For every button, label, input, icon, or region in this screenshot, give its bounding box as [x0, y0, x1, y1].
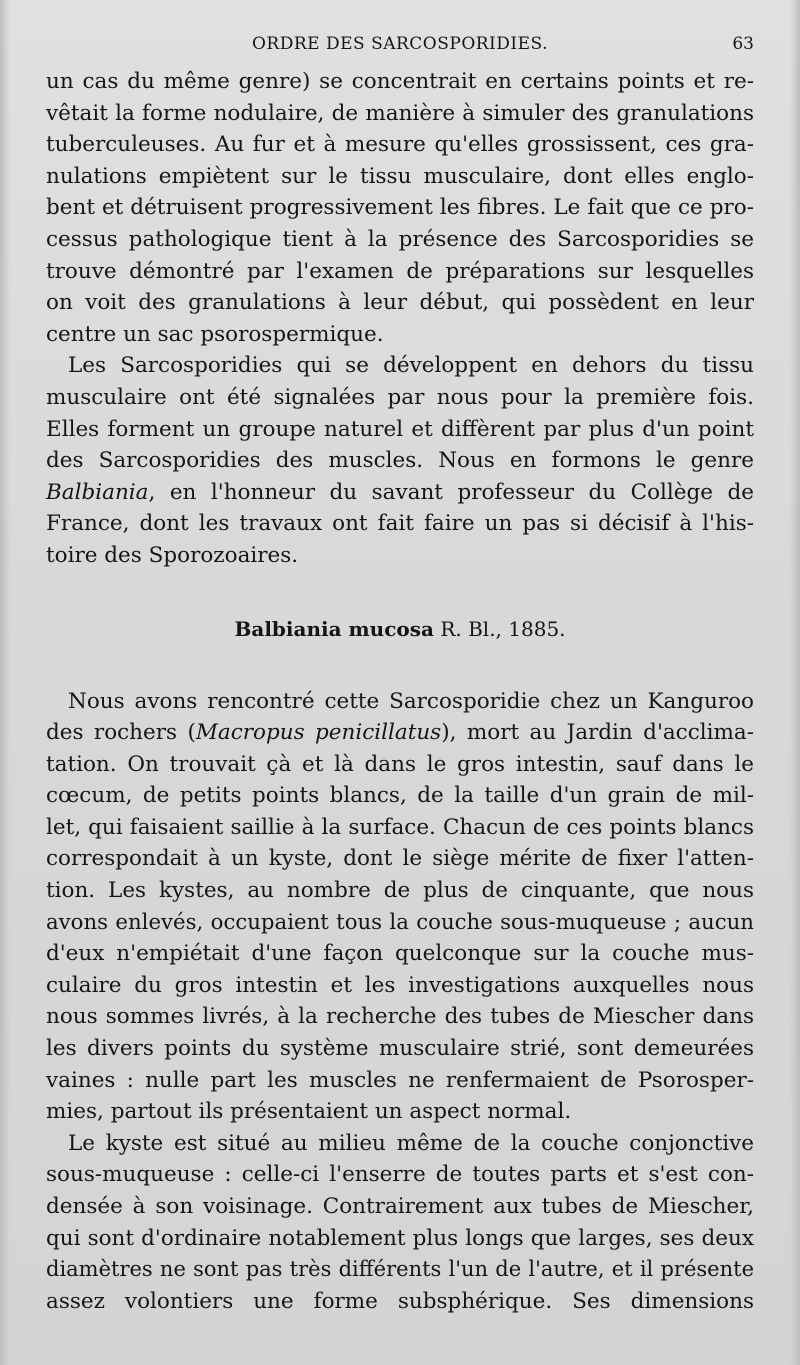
paragraph-kangaroo-observation	[46, 686, 754, 1128]
page-right-shadow	[790, 0, 800, 1365]
text-line: vêtait la forme nodulaire, de manière à simuler des granulations	[46, 100, 754, 126]
text-line: assez volontiers une forme subsphérique. Ses dimensions	[46, 1288, 754, 1314]
running-title: ORDRE DES SARCOSPORIDIES.	[252, 34, 548, 54]
text-line: Les Sarcosporidies qui se développent en dehors du tissu	[68, 353, 754, 379]
text-line: Balbiania, en l'honneur du savant professeur du Collège de	[46, 479, 754, 505]
paragraph-cyst-description	[46, 1128, 754, 1318]
text-line: des Sarcosporidies des muscles. Nous en formons le genre	[46, 448, 754, 474]
text-line: correspondait à un kyste, dont le siège mérite de fixer l'atten-	[46, 846, 754, 872]
text-line: vaines : nulle part les muscles ne renfermaient de Psorosper-	[46, 1067, 754, 1093]
text-line: toire des Sporozoaires.	[46, 542, 299, 568]
text-line: d'eux n'empiétait d'une façon quelconque sur la couche mus-	[46, 941, 754, 967]
text-line: culaire du gros intestin et les investigations auxquelles nous	[46, 972, 754, 998]
text-line: Elles forment un groupe naturel et diffèrent par plus d'un point	[46, 416, 754, 442]
text-line: centre un sac psorospermique.	[46, 321, 384, 347]
text-line: on voit des granulations à leur début, qui possèdent en leur	[46, 290, 754, 316]
text-line: les divers points du système musculaire strié, sont demeurées	[46, 1036, 754, 1062]
section-heading	[46, 616, 754, 642]
page-left-shadow	[0, 0, 10, 1365]
text-line: nulations empiètent sur le tissu musculaire, dont elles englo-	[46, 163, 754, 189]
text-line: trouve démontré par l'examen de préparations sur lesquelles	[46, 258, 754, 284]
text-line: avons enlevés, occupaient tous la couche sous-muqueuse ; aucun	[46, 909, 754, 935]
paragraph-balbiania-genus	[46, 350, 754, 571]
species-name: Balbiania mucosa	[234, 616, 434, 641]
text-line: diamètres ne sont pas très différents l'un de l'autre, et il présente	[46, 1257, 754, 1282]
text-line: un cas du même genre) se concentrait en certains points et re-	[46, 69, 754, 94]
paragraph-continuation	[46, 66, 754, 350]
text-line: Nous avons rencontré cette Sarcosporidie chez un Kanguroo	[68, 688, 754, 714]
text-line: bent et détruisent progressivement les fibres. Le fait que ce pro-	[46, 195, 754, 221]
text-line: let, qui faisaient saillie à la surface. Chacun de ces points blancs	[46, 814, 754, 840]
running-header	[46, 30, 754, 60]
text-line: mies, partout ils présentaient un aspect normal.	[46, 1099, 572, 1125]
species-authority: R. Bl., 1885.	[440, 616, 566, 641]
text-line: cœcum, de petits points blancs, de la taille d'un grain de mil-	[46, 783, 754, 809]
text-line: tion. Les kystes, au nombre de plus de cinquante, que nous	[46, 878, 754, 904]
text-line: qui sont d'ordinaire notablement plus longs que larges, ses deux	[46, 1225, 754, 1251]
text-line: densée à son voisinage. Contrairement aux tubes de Miescher,	[46, 1194, 754, 1219]
text-line: sous-muqueuse : celle-ci l'enserre de toutes parts et s'est con-	[46, 1162, 754, 1188]
text-line: nous sommes livrés, à la recherche des tubes de Miescher dans	[46, 1004, 754, 1030]
text-line: musculaire ont été signalées par nous pour la première fois.	[46, 384, 754, 410]
text-line: tation. On trouvait çà et là dans le gros intestin, sauf dans le	[46, 751, 754, 777]
page-number: 63	[732, 34, 754, 54]
text-line: des rochers (Macropus penicillatus), mort au Jardin d'acclima-	[46, 720, 754, 746]
text-line: cessus pathologique tient à la présence des Sarcosporidies se	[46, 226, 754, 252]
text-line: tuberculeuses. Au fur et à mesure qu'elles grossissent, ces gra-	[46, 132, 754, 158]
text-line: France, dont les travaux ont fait faire un pas si décisif à l'his-	[46, 511, 754, 537]
text-line: Le kyste est situé au milieu même de la couche conjonctive	[68, 1130, 754, 1156]
